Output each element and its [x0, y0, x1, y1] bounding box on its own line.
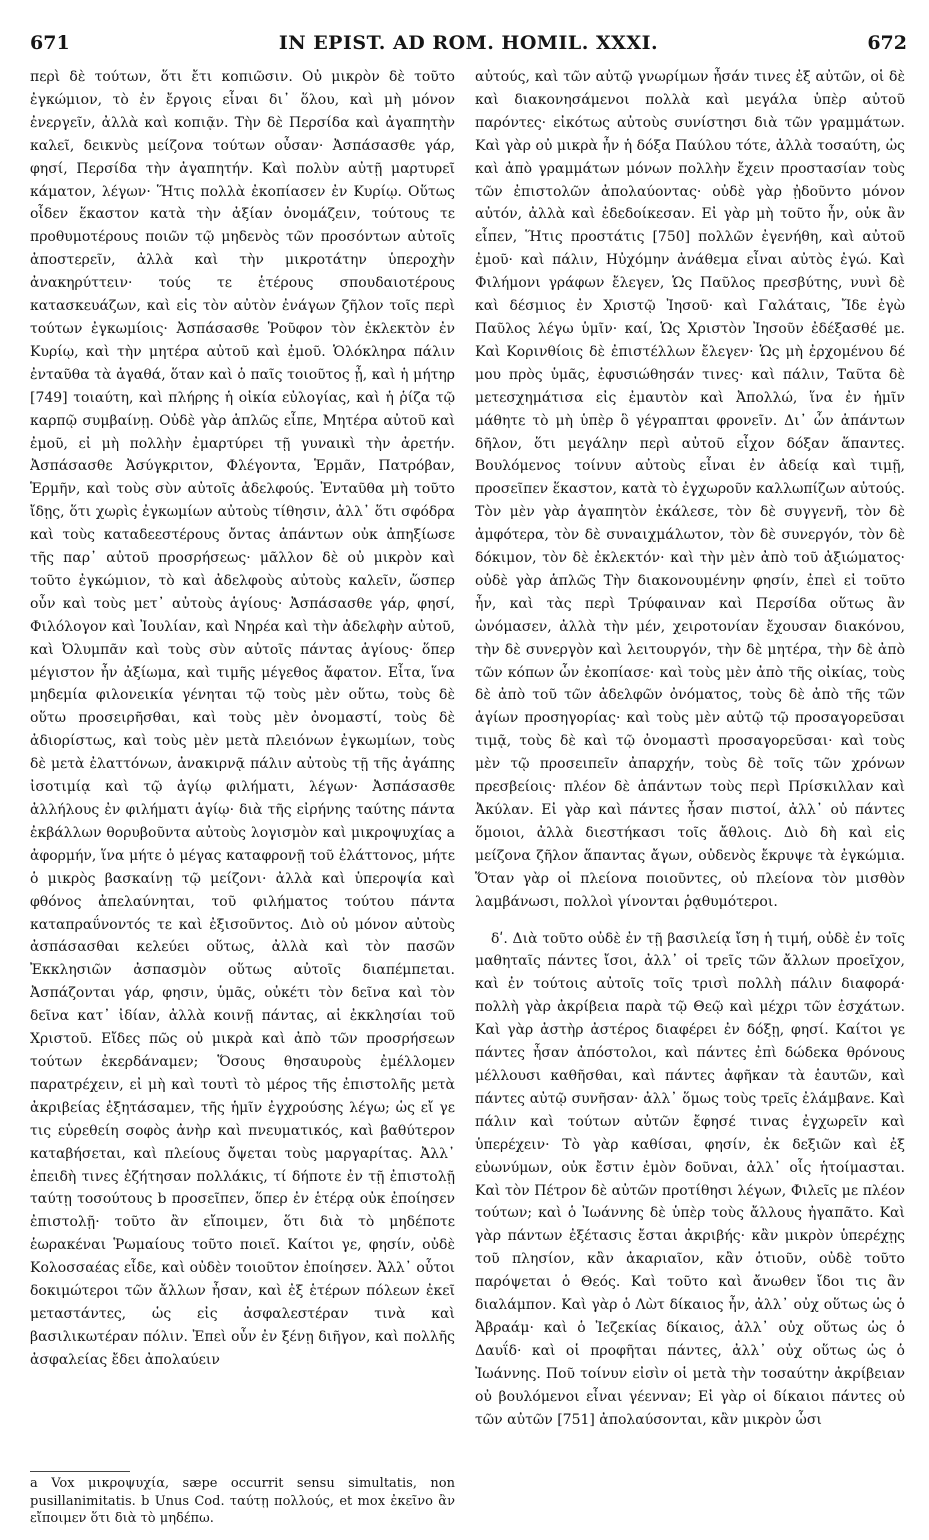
- footnote-rule: [30, 1471, 130, 1472]
- paragraph: περὶ δὲ τούτων, ὅτι ἔτι κοπιῶσιν. Οὐ μικρὸν δὲ τοῦτο ἐγκώμιον, τὸ ἐν ἔργοις εἶναι δι᾽ ὅλου, καὶ μὴ μόνον ἐνεργεῖν, ἀλλὰ καὶ κοπιᾷν. Τὴν δὲ Περσίδα καὶ ἀγαπητὴν καλεῖ, δεικνὺς μείζονα τούτων οὖσαν· Ἀσπάσασθε γάρ, φησί, Περσίδα τὴν ἀγαπητήν. Καὶ πολὺν αὐτῇ μαρτυρεῖ κάματον, λέγων· Ἥτις πολλὰ ἐκοπίασεν ἐν Κυρίῳ. Οὕτως οἶδεν ἕκαστον κατὰ τὴν ἀξίαν ὀνομάζειν, τούτους τε προθυμοτέρους ποιῶν τῷ μηδενὸς τῶν προσόντων αὐτοῖς ἀποστερεῖν, ἀλλὰ καὶ τὴν μικροτάτην ὑπεροχὴν ἀνακηρύττειν· τούς τε ἑτέρους σπουδαιοτέρους κατασκευάζων, καὶ εἰς τὸν αὐτὸν ἐνάγων ζῆλον τοῖς περὶ τούτων ἐγκωμίοις· Ἀσπάσασθε Ῥοῦφον τὸν ἐκλεκτὸν ἐν Κυρίῳ, καὶ τὴν μητέρα αὐτοῦ καὶ ἐμοῦ. Ὁλόκληρα πάλιν ἐνταῦθα τὰ ἀγαθά, ὅταν καὶ ὁ παῖς τοιοῦτος ᾖ, καὶ ἡ μήτηρ [749] τοιαύτη, καὶ πλήρης ἡ οἰκία εὐλογίας, καὶ ἡ ῥίζα τῷ καρπῷ συμβαίνῃ. Οὐδὲ γὰρ ἁπλῶς εἶπε, Μητέρα αὐτοῦ καὶ ἐμοῦ, εἰ μὴ πολλὴν ἐμαρτύρει τῇ γυναικὶ τὴν ἀρετήν. Ἀσπάσασθε Ἀσύγκριτον, Φλέγοντα, Ἑρμᾶν, Πατρόβαν, Ἑρμῆν, καὶ τοὺς σὺν αὐτοῖς ἀδελφούς. Ἐνταῦθα μὴ τοῦτο ἴδῃς, ὅτι χωρὶς ἐγκωμίων αὐτοὺς τίθησιν, ἀλλ᾽ ὅτι σφόδρα καὶ τοὺς καταδεεστέρους ὄντας ἁπάντων οὐκ ἀπηξίωσε τῆς παρ᾽ αὐτοῦ προσρήσεως· μᾶλλον δὲ οὐ μικρὸν καὶ τοῦτο ἐγκώμιον, τὸ καὶ ἀδελφοὺς αὐτοὺς καλεῖν, ὥσπερ οὖν καὶ τοὺς μετ᾽ αὐτοὺς ἁγίους· Ἀσπάσασθε γάρ, φησί, Φιλόλογον καὶ Ἰουλίαν, καὶ Νηρέα καὶ τὴν ἀδελφὴν αὐτοῦ, καὶ Ὀλυμπᾶν καὶ τοὺς σὺν αὐτοῖς πάντας ἁγίους· ὅπερ μέγιστον ἦν ἀξίωμα, καὶ τιμῆς μέγεθος ἄφατον. Εἶτα, ἵνα μηδεμία φιλονεικία γένηται τῷ τοὺς μὲν οὕτω, τοὺς δὲ οὕτω προσειρῆσθαι, καὶ τοὺς μὲν ὀνομαστί, τοὺς δὲ ἀδιορίστως, καὶ τοὺς μὲν μετὰ πλειόνων ἐγκωμίων, τοὺς δὲ μετὰ ἐλαττόνων, ἀνακιρνᾷ πάλιν αὐτοὺς τῇ τῆς ἀγάπης ἰσοτιμίᾳ καὶ τῷ ἁγίῳ φιλήματι, λέγων· Ἀσπάσασθε ἀλλήλους ἐν φιλήματι ἁγίῳ· διὰ τῆς εἰρήνης ταύτης πάντα ἐκβάλλων θορυβοῦντα αὐτοὺς λογισμὸν καὶ μικροψυχίας a ἀφορμήν, ἵνα μήτε ὁ μέγας καταφρονῇ τοῦ ἐλάττονος, μήτε ὁ μικρὸς βασκαίνῃ τῷ μείζονι· ἀλλὰ καὶ ὑπεροψία καὶ φθόνος ἀπελαύνηται, τοῦ φιλήματος τούτου πάντα καταπραΰνοντός τε καὶ ἐξισοῦντος. Διὸ οὐ μόνον αὐτοὺς ἀσπάσασθαι κελεύει οὕτως, ἀλλὰ καὶ τὸν πασῶν Ἐκκλησιῶν ἀσπασμὸν οὕτως αὐτοῖς διαπέμπεται. Ἀσπάζονται γάρ, φησιν, ὑμᾶς, οὐκέτι τὸν δεῖνα καὶ τὸν δεῖνα κατ᾽ ἰδίαν, ἀλλὰ κοινῇ πάντας, αἱ ἐκκλησίαι τοῦ Χριστοῦ. Εἴδες πῶς οὐ μικρὰ καὶ ἀπὸ τῶν προσρήσεων τούτων ἐκερδάναμεν; Ὅσους θησαυροὺς ἐμέλλομεν παρατρέχειν, εἰ μὴ καὶ τουτὶ τὸ μέρος τῆς ἐπιστολῆς μετὰ ἀκριβείας ἐξητάσαμεν, τῆς ἡμῖν ἐγχρούσης λέγω; ὡς εἴ γε τις εὑρεθείη σοφὸς ἀνὴρ καὶ πνευματικός, καὶ βαθύτερον καταβήσεται, καὶ πλείους ὄψεται τοὺς μαργαρίτας. Ἀλλ᾽ ἐπειδὴ τινες ἐζήτησαν πολλάκις, τί δήποτε ἐν τῇ ἐπιστολῇ ταύτῃ τοσούτους b προσεῖπεν, ὅπερ ἐν ἑτέρᾳ οὐκ ἐποίησεν ἐπιστολῇ· τοῦτο ἂν εἴποιμεν, ὅτι διὰ τὸ μηδέποτε ἑωρακέναι Ῥωμαίους τοῦτο ποιεῖ. Καίτοι γε, φησίν, οὐδὲ Κολοσσαέας εἶδε, καὶ οὐδὲν τοιοῦτον ἐποίησεν. Ἀλλ᾽ οὗτοι δοκιμώτεροι τῶν ἄλλων ἦσαν, καὶ ἐξ ἑτέρων πόλεων ἐκεῖ μεταστάντες, ὡς εἰς ἀσφαλεστέραν τινὰ καὶ βασιλικωτέραν πόλιν. Ἐπεὶ οὖν ἐν ξένῃ διῆγον, καὶ πολλῆς ἀσφαλείας ἔδει ἀπολαύειν: [30, 69, 455, 1368]
- paragraph: αὐτούς, καὶ τῶν αὐτῷ γνωρίμων ἦσάν τινες ἐξ αὐτῶν, οἱ δὲ καὶ διακονησάμενοι πολλὰ καὶ μεγάλα ὑπὲρ αὐτοῦ παρόντες· εἰκότως αὐτοὺς συνίστησι διὰ τῶν γραμμάτων. Καὶ γὰρ οὐ μικρὰ ἦν ἡ δόξα Παύλου τότε, ἀλλὰ τοσαύτη, ὡς καὶ ἀπὸ γραμμάτων μόνων πολλὴν ἔχειν προστασίαν τοὺς τῶν ἐπιστολῶν ἀπολαύοντας· οὐδὲ γὰρ ᾐδοῦντο μόνον αὐτόν, ἀλλὰ καὶ ἐδεδοίκεσαν. Εἰ γὰρ μὴ τοῦτο ἦν, οὐκ ἂν εἶπεν, Ἥτις προστάτις [750] πολλῶν ἐγενήθη, καὶ αὐτοῦ ἐμοῦ· καὶ πάλιν, Ηὐχόμην ἀνάθεμα εἶναι αὐτὸς ἐγώ. Καὶ Φιλήμονι γράφων ἔλεγεν, Ὡς Παῦλος πρεσβύτης, νυνὶ δὲ καὶ δέσμιος ἐν Χριστῷ Ἰησοῦ· καὶ Γαλάταις, Ἴδε ἐγὼ Παῦλος λέγω ὑμῖν· καί, Ὡς Χριστὸν Ἰησοῦν ἐδέξασθέ με. Καὶ Κορινθίοις δὲ ἐπιστέλλων ἔλεγεν· Ὡς μὴ ἐρχομένου δέ μου πρὸς ὑμᾶς, ἐφυσιώθησάν τινες· καὶ πάλιν, Ταῦτα δὲ μετεσχημάτισα εἰς ἐμαυτὸν καὶ Ἀπολλώ, ἵνα ἐν ἡμῖν μάθητε τὸ μὴ ὑπὲρ ὃ γέγραπται φρονεῖν. Δι᾽ ὧν ἁπάντων δῆλον, ὅτι μεγάλην περὶ αὐτοῦ εἶχον δόξαν ἅπαντες. Βουλόμενος τοίνυν αὐτοὺς εἶναι ἐν ἀδείᾳ καὶ τιμῇ, προσεῖπεν ἕκαστον, κατὰ τὸ ἐγχωροῦν καλλωπίζων αὐτούς. Τὸν μὲν γὰρ ἀγαπητὸν ἐκάλεσε, τὸν δὲ συγγενῆ, τὸν δὲ ἀμφότερα, τὸν δὲ συναιχμάλωτον, τὸν δὲ συνεργόν, τὸν δὲ δόκιμον, τὸν δὲ ἐκλεκτόν· καὶ τὴν μὲν ἀπὸ τοῦ ἀξιώματος· οὐδὲ γὰρ ἁπλῶς Τὴν διακονουμένην φησίν, ἐπεὶ εἰ τοῦτο ἦν, καὶ τὰς περὶ Τρύφαιναν καὶ Περσίδα οὕτως ἂν ὠνόμασεν, ἀλλὰ τὴν μέν, χειροτονίαν ἔχουσαν διακόνου, τὴν δὲ συνεργὸν καὶ λειτουργόν, τὴν δὲ μητέρα, τὴν δὲ ἀπὸ τῶν κόπων ὧν ἐκοπίασε· καὶ τοὺς μὲν ἀπὸ τῆς οἰκίας, τοὺς δὲ ἀπὸ τοῦ τῶν ἀδελφῶν ὀνόματος, τοὺς δὲ ἀπὸ τῆς τῶν ἁγίων προσηγορίας· καὶ τοὺς μὲν αὐτῷ τῷ προσαγορεῦσαι τιμᾷ, τοὺς δὲ καὶ τῷ ὀνομαστὶ προσαγορεῦσαι· καὶ τοὺς μὲν τῷ προσειπεῖν ἀπαρχήν, τοὺς δὲ τοῖς τῶν χρόνων πρεσβείοις· πλέον δὲ ἁπάντων τοὺς περὶ Πρίσκιλλαν καὶ Ἀκύλαν. Εἰ γὰρ καὶ πάντες ἦσαν πιστοί, ἀλλ᾽ οὐ πάντες ὅμοιοι, ἀλλὰ διεστήκασι τοῖς ἄθλοις. Διὸ δὴ καὶ εἰς μείζονα ζῆλον ἅπαντας ἄγων, οὐδενὸς ἔκρυψε τὰ ἐγκώμια. Ὅταν γὰρ οἱ πλείονα ποιοῦντες, οὐ πλείονα τὸν μισθὸν λαμβάνωσι, πολλοὶ γίνονται ῥᾳθυμότεροι.: [475, 69, 905, 910]
- page-number-left: 671: [30, 32, 70, 54]
- page-number-right: 672: [867, 32, 907, 54]
- left-column: [30, 66, 455, 1470]
- running-title: IN EPIST. AD ROM. HOMIL. XXXI.: [278, 32, 659, 54]
- right-column: [475, 66, 905, 1530]
- section-paragraph: δʹ. Διὰ τοῦτο οὐδὲ ἐν τῇ βασιλείᾳ ἴση ἡ τιμή, οὐδὲ ἐν τοῖς μαθηταῖς πάντες ἴσοι, ἀλλ᾽ οἱ τρεῖς τῶν ἄλλων προεῖχον, καὶ ἐν τούτοις αὐτοῖς τοῖς τρισὶ πολλὴ πάλιν διαφορά· πολλὴ γὰρ ἀκρίβεια παρὰ τῷ Θεῷ καὶ μέχρι τῶν ἐσχάτων. Καὶ γὰρ ἀστὴρ ἀστέρος διαφέρει ἐν δόξῃ, φησί. Καίτοι γε πάντες ἦσαν ἀπόστολοι, καὶ πάντες ἐπὶ δώδεκα θρόνους μέλλουσι καθῆσθαι, καὶ πάντες ἀφῆκαν τὰ ἑαυτῶν, καὶ πάντες αὐτῷ συνῆσαν· ἀλλ᾽ ὅμως τοὺς τρεῖς ἐλάμβανε. Καὶ πάλιν καὶ τούτων αὐτῶν ἔφησέ τινας ἐγχωρεῖν καὶ ὑπερέχειν· Τὸ γὰρ καθίσαι, φησίν, ἐκ δεξιῶν καὶ ἐξ εὐωνύμων, οὐκ ἔστιν ἐμὸν δοῦναι, ἀλλ᾽ οἷς ἡτοίμασται. Καὶ τὸν Πέτρον δὲ αὐτῶν προτίθησι λέγων, Φιλεῖς με πλέον τούτων; καὶ ὁ Ἰωάννης δὲ ὑπὲρ τοὺς ἄλλους ἠγαπᾶτο. Καὶ γὰρ πάντων ἐξέτασις ἔσται ἀκριβής· κἂν μικρὸν ὑπερέχῃς τοῦ πλησίον, κἂν ἀκαριαῖον, κἂν ὁτιοῦν, οὐδὲ τοῦτο παρόψεται ὁ Θεός. Καὶ τοῦτο καὶ ἄνωθεν ἴδοι τις ἂν διαλάμπον. Καὶ γὰρ ὁ Λὼτ δίκαιος ἦν, ἀλλ᾽ οὐχ οὕτως ὡς ὁ Ἀβραάμ· καὶ ὁ Ἰεζεκίας δίκαιος, ἀλλ᾽ οὐχ οὕτως ὡς ὁ Δαυΐδ· καὶ οἱ προφῆται πάντες, ἀλλ᾽ οὐχ οὕτως ὡς ὁ Ἰωάννης. Ποῦ τοίνυν εἰσὶν οἱ μετὰ τὴν τοσαύτην ἀκρίβειαν οὐ βουλόμενοι εἶναι γέενναν; Εἰ γὰρ οἱ δίκαιοι πάντες οὐ τῶν αὐτῶν [751] ἀπολαύσονται, κἂν μικρὸν ὦσι: [475, 930, 905, 1428]
- footnote: a Vox μικροψυχία, sæpe occurrit sensu simultatis, non pusillanimitatis. b Unus Cod. ταύτῃ πολλούς, et mox ἐκεῖνο ἂν εἴποιμεν ὅτι διὰ τὸ μηδέπω.: [30, 1476, 455, 1526]
- running-header: [30, 32, 907, 58]
